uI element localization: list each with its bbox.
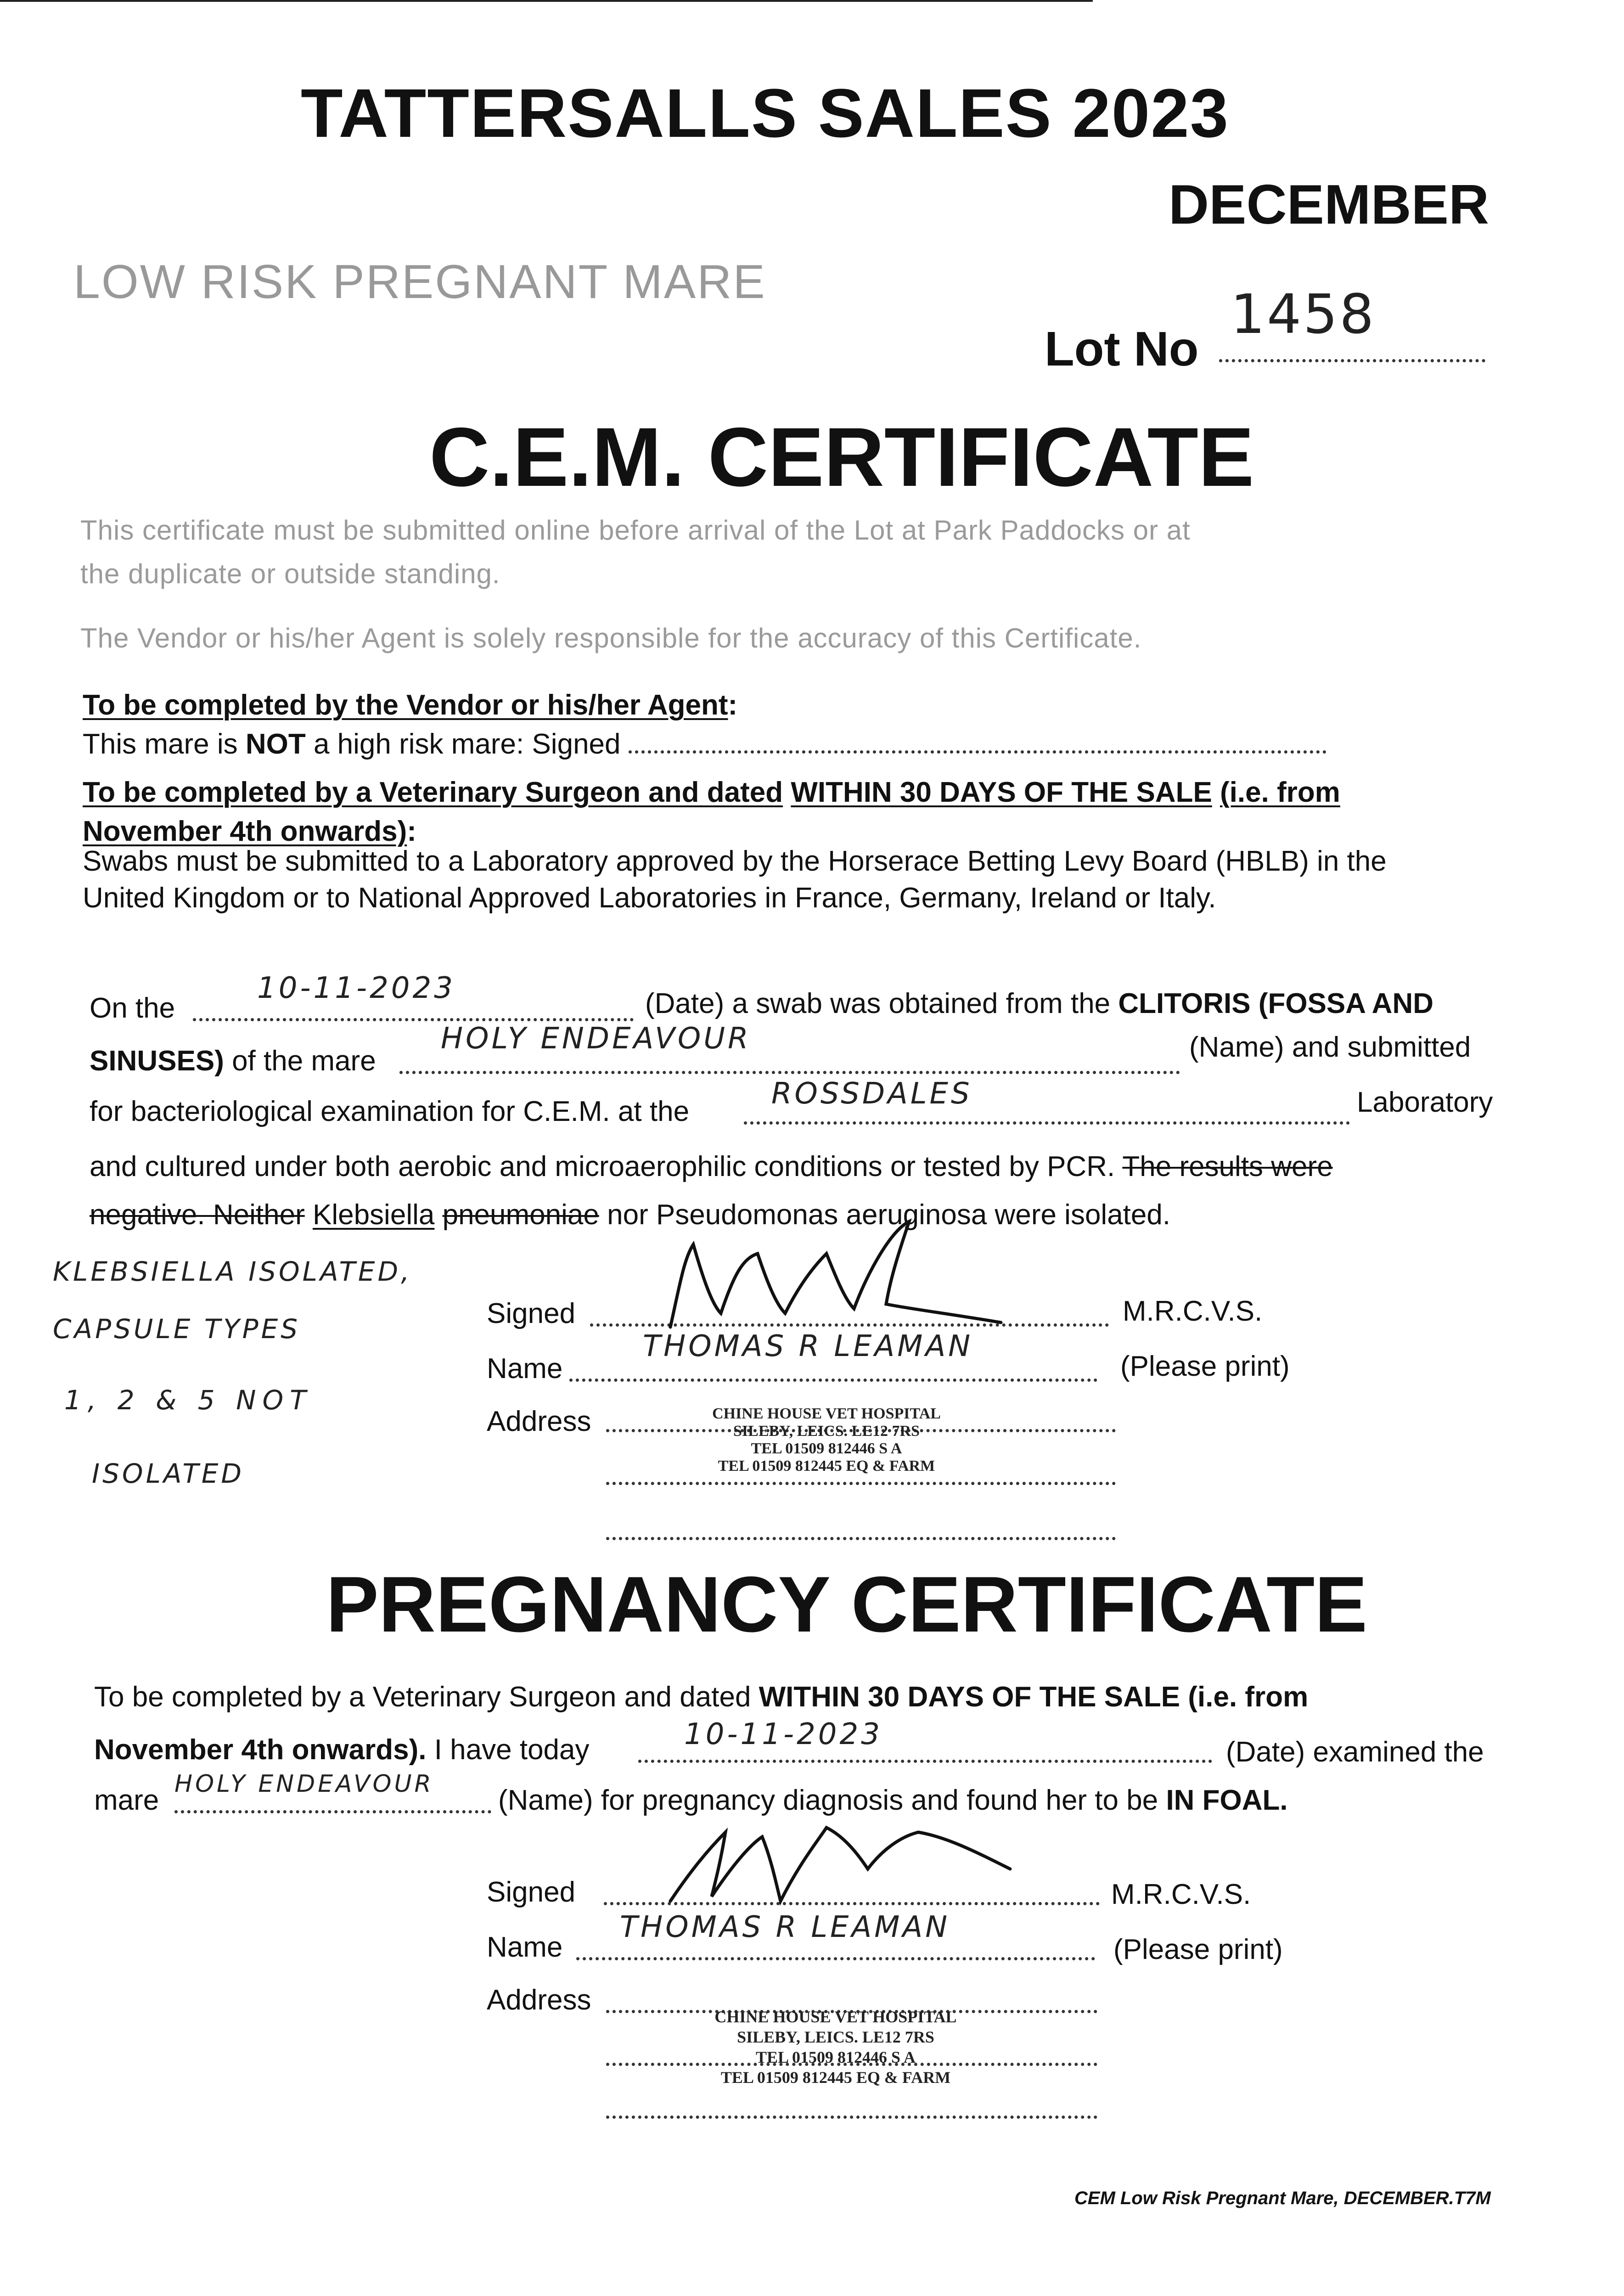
swab-date-line <box>193 1013 634 1021</box>
pregnancy-mare-line <box>174 1805 491 1813</box>
swab-date-label: On the <box>90 992 175 1024</box>
submission-notice-line-2: the duplicate or outside standing. <box>80 558 500 589</box>
scan-top-edge <box>0 0 1093 2</box>
laboratory-value: ROSSDALES <box>771 1077 972 1111</box>
cem-address-label: Address <box>487 1406 591 1437</box>
document-title: TATTERSALLS SALES 2023 <box>301 74 1230 152</box>
vet-heading-cont: November 4th onwards): <box>83 816 416 847</box>
vendor-heading: To be completed by the Vendor or his/her Agent: <box>83 689 738 721</box>
pregnancy-vet-practice-stamp: CHINE HOUSE VET HOSPITAL SILEBY, LEICS. LE12 7RS TEL 01509 812446 S A TEL 01509 812445 EQ & FARM <box>714 2008 957 2087</box>
pregnancy-mare-value: HOLY ENDEAVOUR <box>174 1770 434 1798</box>
name-submitted-text: (Name) and submitted <box>1189 1031 1471 1063</box>
pregnancy-address-line-3 <box>606 2110 1097 2119</box>
lot-number: 1458 <box>1231 282 1376 346</box>
category-label: LOW RISK PREGNANT MARE <box>73 255 766 309</box>
handwritten-note-line-1: KLEBSIELLA ISOLATED, <box>53 1256 412 1287</box>
vendor-declaration: This mare is NOT a high risk mare: Signed <box>83 728 1326 760</box>
cem-vet-signature <box>652 1203 1019 1341</box>
culture-text: and cultured under both aerobic and microaerophilic conditions or tested by PCR. The results were <box>90 1151 1333 1182</box>
mare-name-line <box>399 1065 1180 1074</box>
examined-text: (Date) examined the <box>1226 1736 1484 1768</box>
pregnancy-please-print: (Please print) <box>1113 1934 1283 1965</box>
cem-vet-name: THOMAS R LEAMAN <box>643 1329 973 1363</box>
submission-notice-line-1: This certificate must be submitted online before arrival of the Lot at Park Paddocks or at <box>80 515 1191 546</box>
cem-name-label: Name <box>487 1353 563 1384</box>
pregnancy-vet-signature <box>661 1800 1028 1915</box>
swab-date-value: 10-11-2023 <box>257 971 455 1005</box>
laboratory-label: Laboratory <box>1357 1086 1493 1118</box>
pregnancy-intro-line-1: To be completed by a Veterinary Surgeon and dated WITHIN 30 DAYS OF THE SALE (i.e. from <box>94 1681 1309 1713</box>
cem-signed-label: Signed <box>487 1298 576 1329</box>
form-reference-footer: CEM Low Risk Pregnant Mare, DECEMBER.T7M <box>1074 2188 1491 2208</box>
mare-line-label: SINUSES) of the mare <box>90 1045 376 1077</box>
pregnancy-name-line <box>576 1952 1095 1960</box>
vet-heading: To be completed by a Veterinary Surgeon and dated WITHIN 30 DAYS OF THE SALE (i.e. from <box>83 777 1340 808</box>
pregnancy-name-label: Name <box>487 1931 563 1963</box>
responsibility-notice: The Vendor or his/her Agent is solely responsible for the accuracy of this Certificate. <box>80 623 1142 653</box>
pregnancy-date-value: 10-11-2023 <box>684 1717 882 1751</box>
handwritten-note-line-3: 1, 2 & 5 NOT <box>64 1384 313 1416</box>
pregnancy-mrcvs-label: M.R.C.V.S. <box>1111 1879 1251 1910</box>
cem-mrcvs-label: M.R.C.V.S. <box>1123 1295 1263 1327</box>
exam-text: for bacteriological examination for C.E.M. at the <box>90 1096 690 1127</box>
pregnancy-address-label: Address <box>487 1984 591 2016</box>
cem-address-line-2 <box>606 1476 1116 1485</box>
swabs-requirement-line-1: Swabs must be submitted to a Laboratory approved by the Horserace Betting Levy Board (HBLB) in the <box>83 845 1387 877</box>
vendor-signature-line <box>629 745 1326 754</box>
cem-please-print: (Please print) <box>1120 1351 1290 1382</box>
lot-label: Lot No <box>1045 322 1199 376</box>
cem-vet-practice-stamp: CHINE HOUSE VET HOSPITAL SILEBY, LEICS. LE12 7RS TEL 01509 812446 S A TEL 01509 812445 EQ & FARM <box>712 1405 941 1474</box>
handwritten-note-line-2: CAPSULE TYPES <box>53 1313 301 1345</box>
pregnancy-intro-line-2: November 4th onwards). I have today <box>94 1734 590 1766</box>
sale-month: DECEMBER <box>1169 173 1489 236</box>
pregnancy-diagnosis-text: (Name) for pregnancy diagnosis and found her to be IN FOAL. <box>498 1784 1288 1816</box>
laboratory-line <box>744 1116 1350 1125</box>
pregnancy-signed-label: Signed <box>487 1876 576 1908</box>
pregnancy-mare-label: mare <box>94 1784 159 1816</box>
pregnancy-certificate-title: PREGNANCY CERTIFICATE <box>326 1560 1367 1649</box>
isolation-text: negative. Neither Klebsiella pneumoniae nor Pseudomonas aeruginosa were isolated. <box>90 1199 1171 1231</box>
cem-name-line <box>569 1373 1097 1382</box>
lot-dotted-line <box>1219 354 1485 362</box>
pregnancy-vet-name: THOMAS R LEAMAN <box>620 1910 950 1944</box>
mare-name-value: HOLY ENDEAVOUR <box>441 1022 751 1056</box>
swabs-requirement-line-2: United Kingdom or to National Approved Laboratories in France, Germany, Ireland or Italy. <box>83 882 1216 914</box>
swab-site-text: (Date) a swab was obtained from the CLITORIS (FOSSA AND <box>645 988 1434 1019</box>
cem-certificate-title: C.E.M. CERTIFICATE <box>429 410 1254 504</box>
pregnancy-date-line <box>638 1754 1212 1763</box>
cem-address-line-3 <box>606 1531 1116 1540</box>
handwritten-note-line-4: ISOLATED <box>92 1458 245 1489</box>
